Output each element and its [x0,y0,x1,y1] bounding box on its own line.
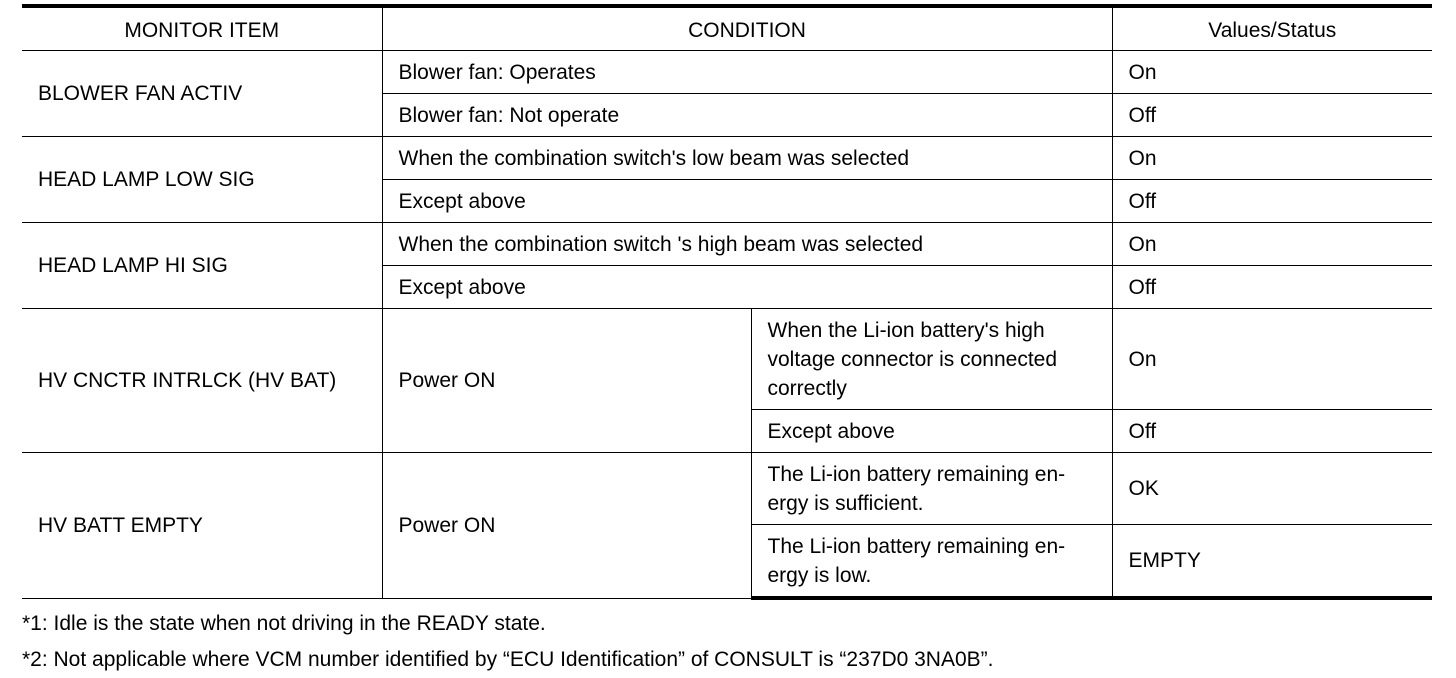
value-cell: On [1112,51,1432,94]
header-monitor-item: MONITOR ITEM [22,6,382,51]
monitor-item-cell: HEAD LAMP HI SIG [22,223,382,309]
table-row [22,51,1432,94]
sub-condition-cell: When the Li-ion battery's high voltage connector is connected correctly [751,309,1112,410]
condition-cell: Except above [382,266,1112,309]
condition-cell: Power ON [382,309,751,453]
condition-cell: When the combination switch 's high beam was selected [382,223,1112,266]
value-cell: On [1112,309,1432,410]
condition-cell: When the combination switch's low beam was selected [382,137,1112,180]
value-cell: Off [1112,94,1432,137]
sub-condition-cell: The Li-ion battery remaining en-ergy is sufficient. [751,453,1112,525]
sub-condition-cell: The Li-ion battery remaining en-ergy is low. [751,525,1112,599]
condition-cell: Except above [382,180,1112,223]
value-cell: On [1112,223,1432,266]
monitor-item-cell: HEAD LAMP LOW SIG [22,137,382,223]
condition-cell: Blower fan: Operates [382,51,1112,94]
value-cell: Off [1112,410,1432,453]
header-values-status: Values/Status [1112,6,1432,51]
sub-condition-cell: Except above [751,410,1112,453]
value-cell: OK [1112,453,1432,525]
value-cell: EMPTY [1112,525,1432,599]
header-row [22,6,1432,51]
condition-cell: Blower fan: Not operate [382,94,1112,137]
monitor-item-cell: BLOWER FAN ACTIV [22,51,382,137]
footnotes [22,606,1432,678]
value-cell: Off [1112,180,1432,223]
table-row [22,137,1432,180]
condition-cell: Power ON [382,453,751,599]
table-row [22,309,1432,410]
value-cell: On [1112,137,1432,180]
monitor-item-cell: HV CNCTR INTRLCK (HV BAT) [22,309,382,453]
table-row [22,453,1432,525]
monitor-item-cell: HV BATT EMPTY [22,453,382,599]
document [22,4,1432,678]
header-condition: CONDITION [382,6,1112,51]
monitor-table [22,4,1432,600]
table-row [22,223,1432,266]
footnote-2: *2: Not applicable where VCM number identified by “ECU Identification” of CONSULT is “237D0 3NA0B”. [22,648,994,671]
value-cell: Off [1112,266,1432,309]
footnote-1: *1: Idle is the state when not driving in the READY state. [22,612,546,635]
